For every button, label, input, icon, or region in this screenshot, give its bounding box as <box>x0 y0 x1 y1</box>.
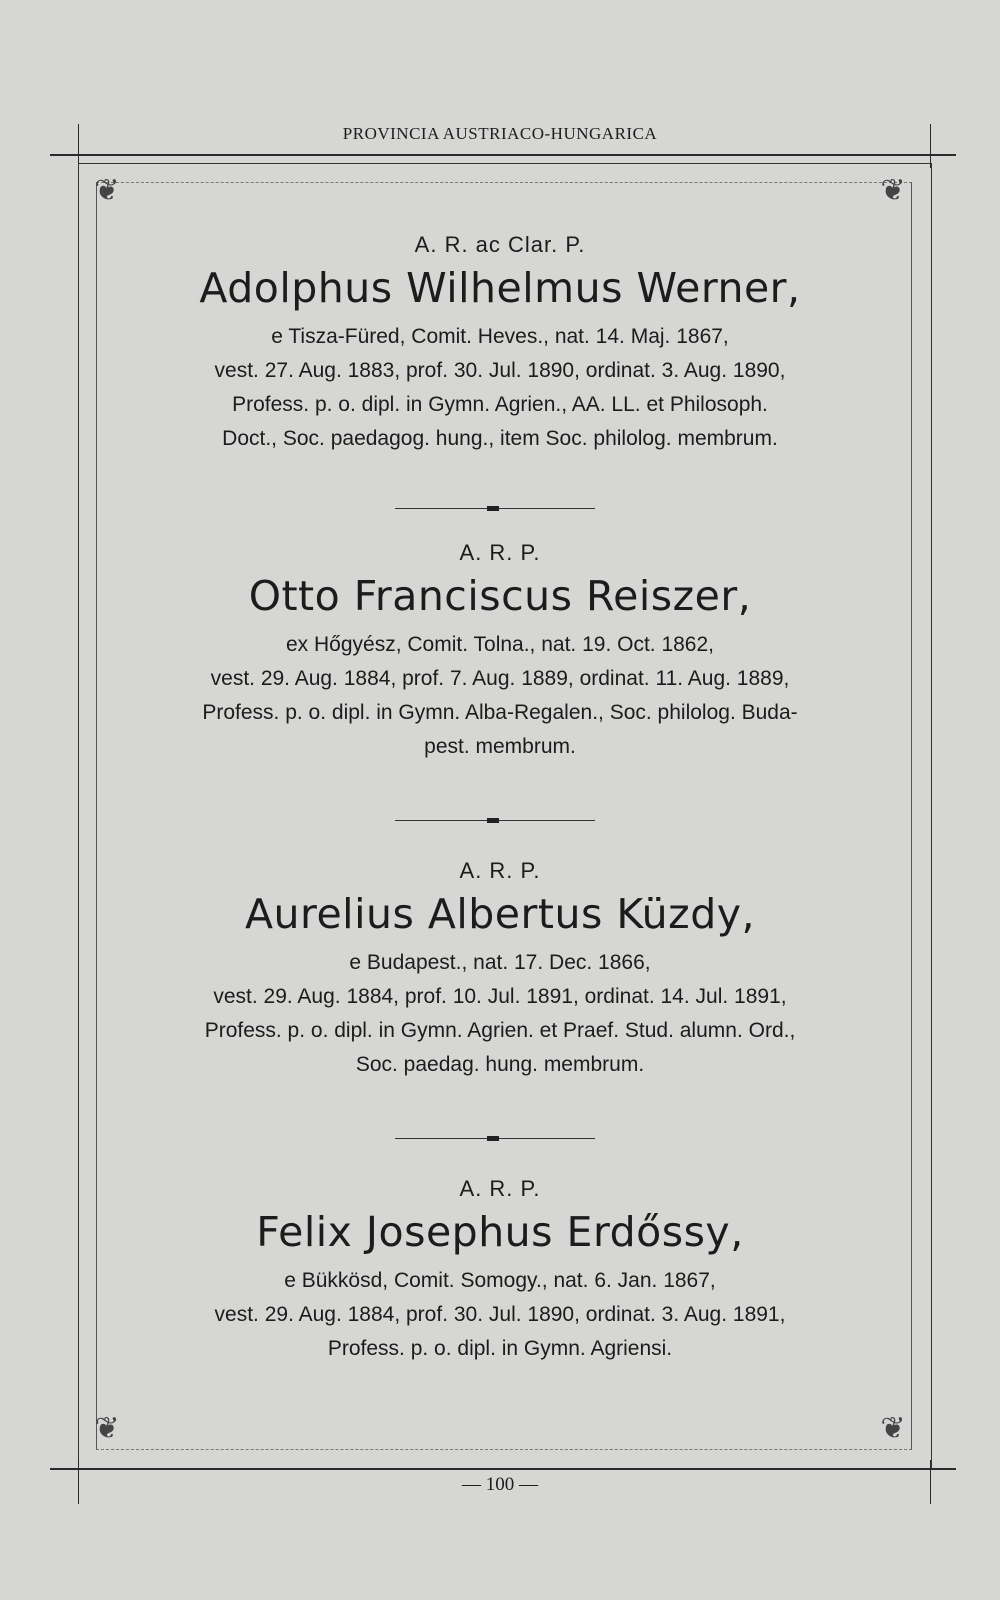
entry-rank: A. R. P. <box>459 1176 541 1201</box>
entry-line: Profess. p. o. dipl. in Gymn. Agrien., AA. LL. et Philosoph. <box>232 393 768 416</box>
biography-entry <box>100 1176 900 1366</box>
header-rule <box>50 154 956 156</box>
entry-line: pest. membrum. <box>424 735 576 758</box>
entry-line: Soc. paedag. hung. membrum. <box>355 1053 645 1076</box>
entry-name: Felix Josephus Erdőssy, <box>256 1208 744 1256</box>
entry-separator <box>395 820 595 821</box>
entry-line: Doct., Soc. paedagog. hung., item Soc. philolog. membrum. <box>222 427 778 450</box>
entry-line: vest. 27. Aug. 1883, prof. 30. Jul. 1890, ordinat. 3. Aug. 1890, <box>214 359 786 382</box>
biography-entry <box>100 858 900 1082</box>
page-number: — 100 — <box>462 1474 538 1495</box>
running-header: PROVINCIA AUSTRIACO-HUNGARICA <box>342 124 658 143</box>
entry-line: Profess. p. o. dipl. in Gymn. Alba-Regalen., Soc. philolog. Buda- <box>202 701 798 724</box>
entry-name: Otto Franciscus Reiszer, <box>248 572 752 620</box>
corner-ornament-icon: ❦ <box>94 173 120 208</box>
entry-line: vest. 29. Aug. 1884, prof. 7. Aug. 1889, ordinat. 11. Aug. 1889, <box>210 667 790 690</box>
entry-line: Profess. p. o. dipl. in Gymn. Agrien. et Praef. Stud. alumn. Ord., <box>204 1019 796 1042</box>
entry-rank: A. R. P. <box>459 540 541 565</box>
entry-line: e Budapest., nat. 17. Dec. 1866, <box>349 951 651 974</box>
entry-line: Profess. p. o. dipl. in Gymn. Agriensi. <box>327 1337 673 1360</box>
entry-line: vest. 29. Aug. 1884, prof. 10. Jul. 1891, ordinat. 14. Jul. 1891, <box>213 985 787 1008</box>
corner-ornament-icon: ❦ <box>880 1411 906 1446</box>
entry-rank: A. R. P. <box>459 858 541 883</box>
entry-name: Aurelius Albertus Küzdy, <box>244 890 756 938</box>
corner-ornament-icon: ❦ <box>880 173 906 208</box>
entry-rank: A. R. ac Clar. P. <box>414 232 586 257</box>
entry-line: ex Hőgyész, Comit. Tolna., nat. 19. Oct. 1862, <box>286 633 714 656</box>
footer-rule <box>50 1468 956 1470</box>
biography-entry <box>100 540 900 764</box>
header-tick-right <box>930 124 931 168</box>
entry-name: Adolphus Wilhelmus Werner, <box>199 264 801 312</box>
entry-line: vest. 29. Aug. 1884, prof. 30. Jul. 1890, ordinat. 3. Aug. 1891, <box>214 1303 786 1326</box>
corner-ornament-icon: ❦ <box>94 1411 120 1446</box>
entry-line: e Tisza-Füred, Comit. Heves., nat. 14. Maj. 1867, <box>271 325 729 348</box>
header-tick-left <box>78 124 79 168</box>
biography-entry <box>100 232 900 456</box>
entry-line: e Bükkösd, Comit. Somogy., nat. 6. Jan. 1867, <box>284 1269 716 1292</box>
entry-separator <box>395 508 595 509</box>
entry-separator <box>395 1138 595 1139</box>
